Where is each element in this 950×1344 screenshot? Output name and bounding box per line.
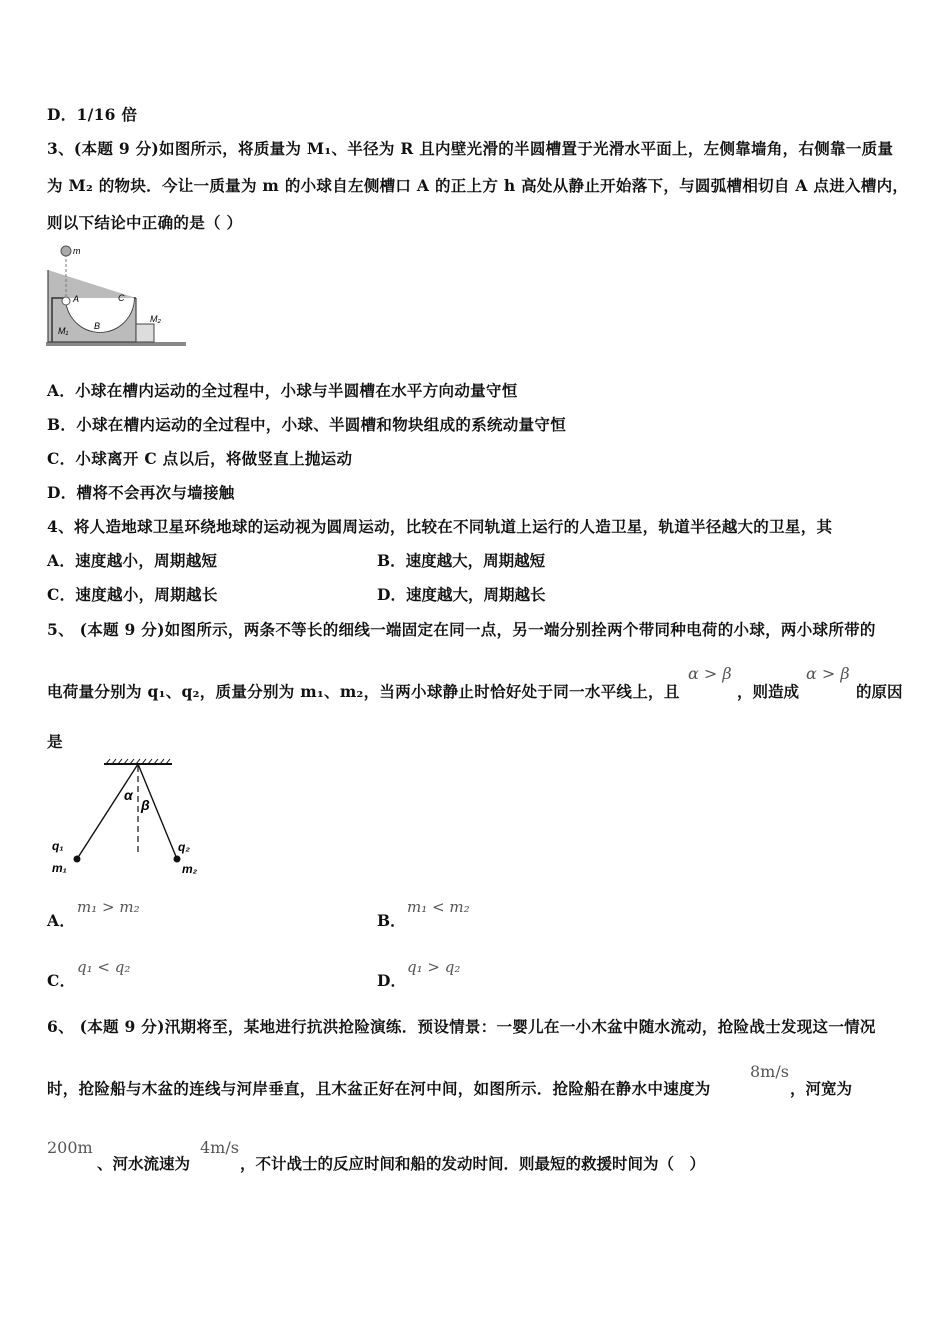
label-c: C bbox=[118, 293, 125, 303]
label-m1: m₁ bbox=[52, 861, 67, 875]
label-alpha: α bbox=[124, 787, 133, 803]
q5-option-a-formula: m₁ > m₂ bbox=[77, 898, 140, 916]
q5-text-line2b: ，则造成 bbox=[737, 682, 800, 701]
groove-figure bbox=[44, 242, 190, 350]
q6-text-line2a: 时，抢险船与木盆的连线与河岸垂直，且木盆正好在河中间，如图所示．抢险船在静水中速度为 bbox=[47, 1079, 711, 1098]
q5-text-line1: 5、 (本题 9 分)如图所示，两条不等长的细线一端固定在同一点，另一端分别拴两个带同种电荷的小球，两小球所带的 bbox=[47, 620, 876, 639]
q5-option-d-formula: q₁ > q₂ bbox=[407, 958, 461, 976]
q5-option-d-label: D． bbox=[377, 971, 406, 990]
q5-text-line2a: 电荷量分别为 q₁、q₂，质量分别为 m₁、m₂，当两小球静止时恰好处于同一水平线上，且 bbox=[47, 682, 680, 701]
q3-text-line1: 3、(本题 9 分)如图所示，将质量为 M₁、半径为 R 且内壁光滑的半圆槽置于光滑水平面上，左侧靠墙角，右侧靠一质量 bbox=[47, 139, 894, 158]
q3-option-d: D．槽将不会再次与墙接触 bbox=[47, 483, 235, 502]
label-b: B bbox=[94, 321, 101, 331]
q6-text-line3a: 、河水流速为 bbox=[97, 1154, 191, 1173]
prev-option-d: D．1/16 倍 bbox=[47, 105, 138, 124]
q6-text-line1: 6、 (本题 9 分)汛期将至，某地进行抗洪抢险演练．预设情景：一婴儿在一小木盆中随水流动，抢险战士发现这一情况 bbox=[47, 1017, 876, 1036]
label-q1: q₁ bbox=[52, 839, 64, 853]
q3-option-a: A．小球在槽内运动的全过程中，小球与半圆槽在水平方向动量守恒 bbox=[47, 381, 518, 400]
ball-1 bbox=[74, 856, 81, 863]
q4-option-c: C．速度越小，周期越长 bbox=[47, 585, 218, 604]
q6-text-line3b: ，不计战士的反应时间和船的发动时间．则最短的救援时间为（ ） bbox=[240, 1154, 706, 1173]
q3-text-line2: 为 M₂ 的物块．今让一质量为 m 的小球自左侧槽口 A 的正上方 h 高处从静止开始落下，与圆弧槽相切自 A 点进入槽内， bbox=[47, 176, 909, 195]
q3-text-line3: 则以下结论中正确的是（ ） bbox=[47, 213, 243, 232]
ball-top bbox=[61, 246, 71, 256]
q4-option-b: B．速度越大，周期越短 bbox=[377, 551, 546, 570]
pendulum-figure bbox=[44, 756, 214, 882]
string-1 bbox=[77, 764, 138, 859]
q4-option-a: A．速度越小，周期越短 bbox=[47, 551, 218, 570]
river-width: 200m bbox=[47, 1138, 93, 1157]
q5-text-line3: 是 bbox=[47, 732, 63, 751]
label-a: A bbox=[73, 294, 80, 304]
q6-text-line2b: ，河宽为 bbox=[790, 1079, 853, 1098]
water-speed: 4m/s bbox=[200, 1138, 239, 1157]
label-m2: m₂ bbox=[182, 862, 198, 876]
label-q2: q₂ bbox=[178, 840, 190, 854]
label-m1: M₁ bbox=[58, 326, 69, 336]
label-m2: M₂ bbox=[150, 314, 161, 324]
q5-option-c-label: C． bbox=[47, 971, 76, 990]
q3-option-b: B．小球在槽内运动的全过程中，小球、半圆槽和物块组成的系统动量守恒 bbox=[47, 415, 567, 434]
label-beta: β bbox=[141, 797, 150, 813]
ball-2 bbox=[174, 856, 181, 863]
alpha-beta-formula-1: α > β bbox=[688, 664, 732, 683]
q5-text-line2c: 的原因 bbox=[856, 682, 903, 701]
q4-text: 4、将人造地球卫星环绕地球的运动视为圆周运动，比较在不同轨道上运行的人造卫星，轨道半径越大的卫星，其 bbox=[47, 517, 833, 536]
boat-speed: 8m/s bbox=[750, 1062, 789, 1081]
ball-at-a bbox=[62, 297, 70, 305]
block-m2 bbox=[136, 324, 154, 342]
ground bbox=[46, 342, 186, 346]
label-m: m bbox=[73, 246, 81, 256]
q3-option-c: C．小球离开 C 点以后，将做竖直上抛运动 bbox=[47, 449, 353, 468]
q5-option-a-label: A． bbox=[47, 911, 76, 930]
q4-option-d: D．速度越大，周期越长 bbox=[377, 585, 546, 604]
q5-option-b-formula: m₁ < m₂ bbox=[407, 898, 470, 916]
q5-option-c-formula: q₁ < q₂ bbox=[77, 958, 131, 976]
q5-option-b-label: B． bbox=[377, 911, 406, 930]
alpha-beta-formula-2: α > β bbox=[806, 664, 850, 683]
